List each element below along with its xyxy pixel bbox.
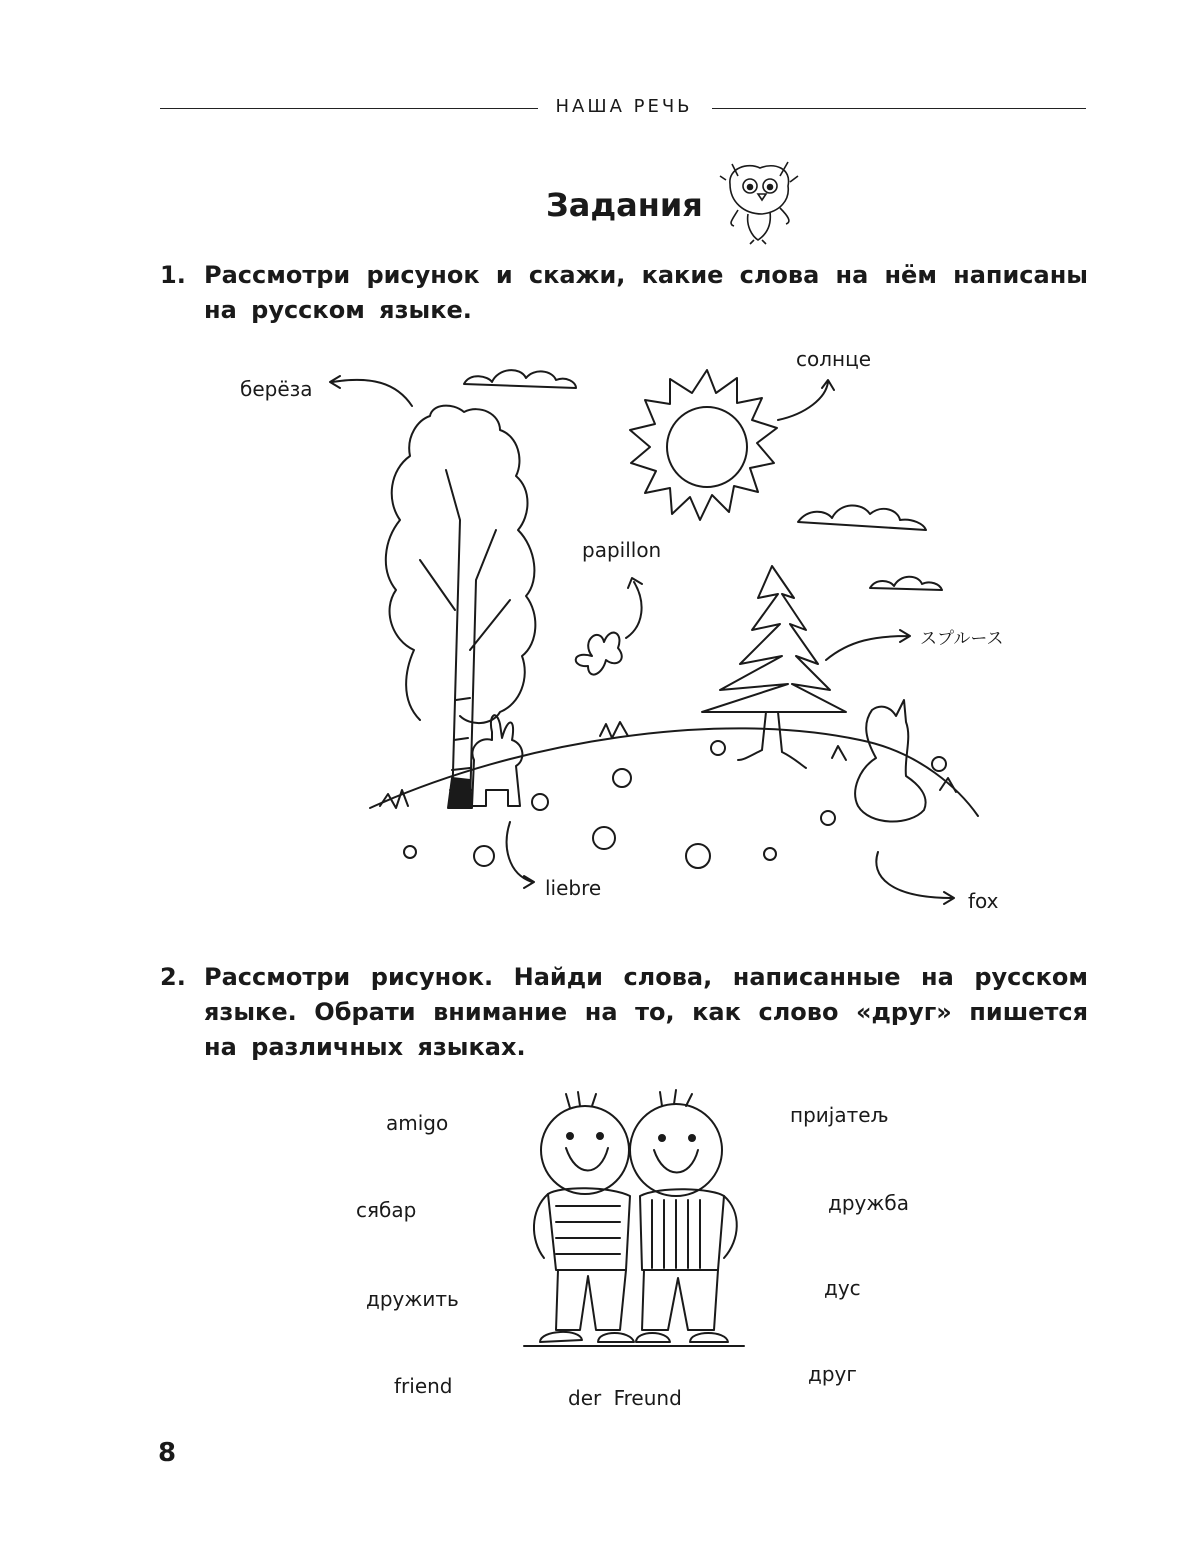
- word-prijatelj: пријатељ: [790, 1103, 889, 1127]
- label-butterfly: papillon: [582, 538, 662, 562]
- section-title: НАША РЕЧЬ: [555, 96, 693, 117]
- page-heading: Задания: [546, 186, 703, 224]
- word-friend: friend: [394, 1374, 453, 1398]
- task-2-number: 2.: [160, 963, 186, 991]
- label-spruce: スプルース: [920, 629, 1004, 649]
- task-1-text: Рассмотри рисунок и скажи, какие слова на нём написаны на русском языке.: [204, 261, 1088, 324]
- page-number: 8: [158, 1438, 177, 1468]
- word-der-freund: der Freund: [568, 1386, 682, 1410]
- boy-legs: [642, 1270, 718, 1330]
- task-1-number: 1.: [160, 261, 186, 289]
- boy-head: [630, 1104, 722, 1196]
- word-amigo: amigo: [386, 1111, 449, 1135]
- boy-head: [541, 1106, 629, 1194]
- task-2-text: Рассмотри рисунок. Найди слова, написанные на русском языке. Обрати внимание на то, как слово «друг» пишется на различных языках.: [204, 963, 1088, 1061]
- word-dus: дус: [824, 1276, 861, 1300]
- label-birch: берёза: [240, 377, 313, 401]
- word-druzhba: дружба: [828, 1191, 909, 1215]
- label-hare: liebre: [545, 876, 602, 900]
- label-sun: солнце: [796, 347, 872, 371]
- boy-shirt: [548, 1188, 630, 1270]
- word-drug: друг: [808, 1362, 857, 1386]
- word-druzhit: дружить: [366, 1287, 459, 1311]
- word-syabar: сябар: [356, 1198, 417, 1222]
- boy-legs: [556, 1270, 626, 1330]
- label-fox: fox: [968, 889, 999, 913]
